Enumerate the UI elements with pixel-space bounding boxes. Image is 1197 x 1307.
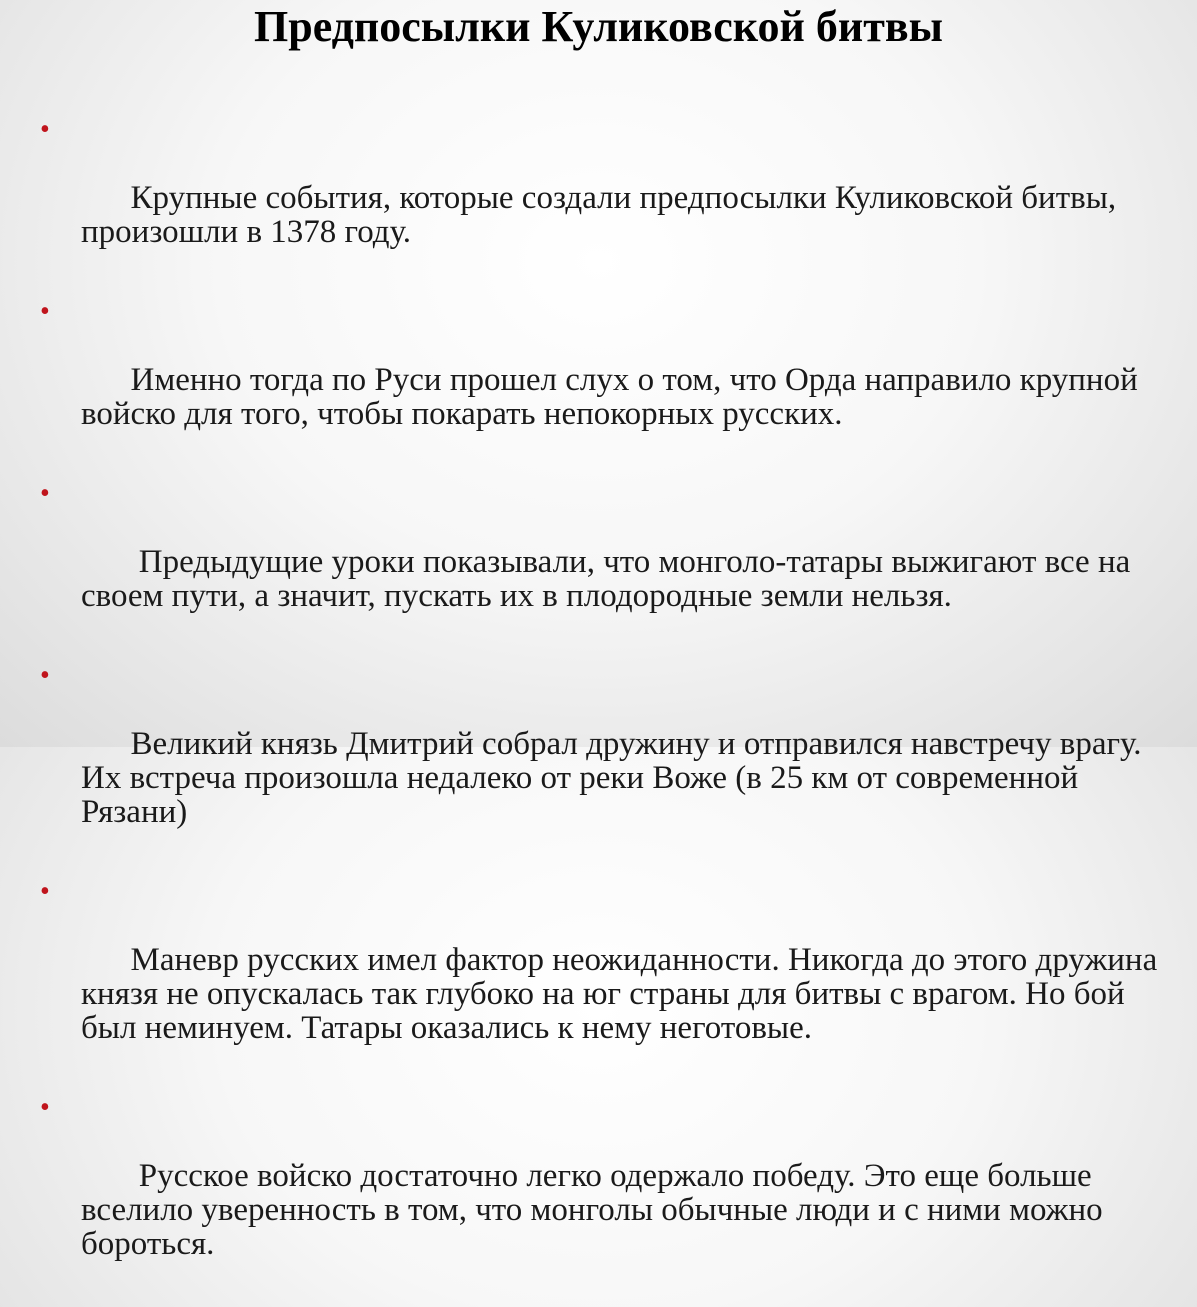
bullet-text: Крупные события, которые создали предпосылки Куликовской битвы, произошли в 1378 году. xyxy=(81,180,1133,250)
bullet-item xyxy=(40,875,1180,1079)
bullet-item xyxy=(40,1091,1180,1295)
bullet-item xyxy=(40,659,1180,863)
bullet-icon: • xyxy=(40,478,50,509)
bullet-list xyxy=(40,113,1180,1307)
bullet-icon: • xyxy=(40,660,50,691)
bullet-text: Именно тогда по Руси прошел слух о том, что Орда направило крупной войско для того, чтобы покарать непокорных русских. xyxy=(81,362,1146,432)
slide-title: Предпосылки Куликовской битвы xyxy=(254,2,943,51)
bullet-icon: • xyxy=(40,296,50,327)
bullet-text: Маневр русских имел фактор неожиданности. Никогда до этого дружина князя не опускалась так глубоко на юг страны для битвы с врагом. Но бой был неминуем. Татары оказались к нему неготовые. xyxy=(81,942,1166,1046)
bullet-text: Великий князь Дмитрий собрал дружину и отправился навстречу врагу. Их встреча произошла недалеко от реки Воже (в 25 км от современной Рязани) xyxy=(81,726,1150,830)
bullet-icon: • xyxy=(40,1092,50,1123)
bullet-text: Предыдущие уроки показывали, что монголо-татары выжигают все на своем пути, а значит, пускать их в плодородные земли нельзя. xyxy=(81,544,1139,614)
bullet-item xyxy=(40,477,1180,647)
bullet-item xyxy=(40,295,1180,465)
bullet-text: Русское войско достаточно легко одержало победу. Это еще больше вселило уверенность в том, что монголы обычные люди и с ними можно бороться. xyxy=(81,1158,1111,1262)
bullet-icon: • xyxy=(40,114,50,145)
bullet-icon: • xyxy=(40,876,50,907)
bullet-item xyxy=(40,113,1180,283)
